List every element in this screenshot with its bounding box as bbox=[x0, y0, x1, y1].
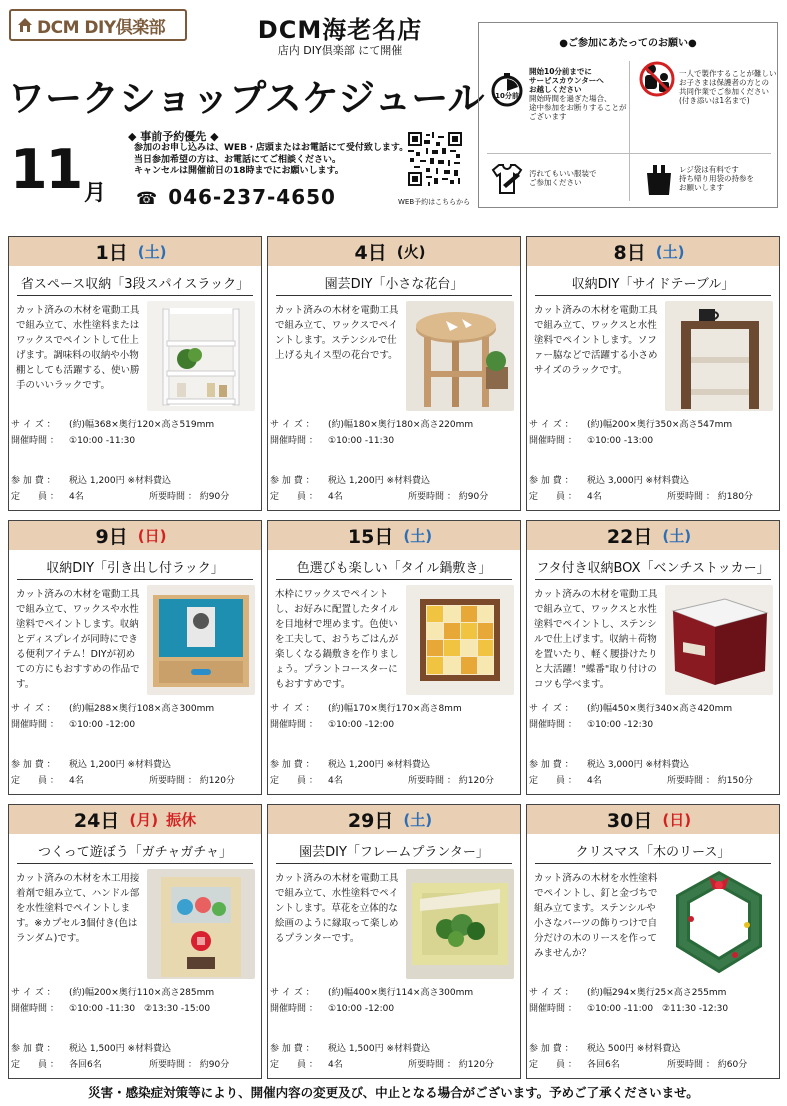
size-label: サ イ ズ ： bbox=[11, 988, 56, 998]
card-duration bbox=[408, 489, 488, 502]
time-label: 開催時間 ： bbox=[11, 436, 59, 446]
gachagacha-photo-drawing bbox=[147, 869, 255, 979]
card-date: 9日 bbox=[95, 526, 128, 548]
card-fee bbox=[270, 757, 430, 770]
capacity-label: 定 員 ： bbox=[11, 492, 59, 502]
card-date-header bbox=[527, 521, 779, 550]
card-time bbox=[11, 717, 135, 730]
card-fee bbox=[529, 1041, 680, 1054]
wreath-photo bbox=[665, 869, 773, 979]
fee-label: 参 加 費 ： bbox=[11, 760, 56, 770]
duration-label: 所要時間 ： bbox=[408, 776, 456, 786]
card-capacity bbox=[11, 489, 230, 502]
card-duration bbox=[149, 489, 229, 502]
card-date: 8日 bbox=[613, 242, 646, 264]
card-capacity bbox=[270, 773, 494, 786]
card-weekday: (火) bbox=[396, 243, 426, 261]
qr-code-icon[interactable] bbox=[408, 132, 462, 186]
capacity-value: 4名 bbox=[328, 492, 343, 502]
fee-label: 参 加 費 ： bbox=[529, 1044, 574, 1054]
card-size bbox=[529, 701, 732, 714]
card-duration bbox=[667, 1057, 747, 1070]
card-duration bbox=[408, 773, 494, 786]
card-title: 収納DIY「サイドテーブル」 bbox=[535, 273, 771, 296]
duration-value: 約90分 bbox=[458, 492, 489, 502]
logo-text: DCM DIY倶楽部 bbox=[37, 17, 166, 38]
card-time bbox=[270, 717, 394, 730]
card-weekday: (日) bbox=[662, 811, 692, 829]
phone-number[interactable] bbox=[136, 185, 336, 209]
notes-title: ●ご参加にあたってのお願い● bbox=[559, 38, 697, 49]
size-label: サ イ ズ ： bbox=[11, 420, 56, 430]
size-value: (約)幅180×奥行180×高さ220mm bbox=[328, 420, 474, 430]
workshop-card[interactable] bbox=[526, 520, 780, 795]
capacity-label: 定 員 ： bbox=[529, 492, 577, 502]
time-label: 開催時間 ： bbox=[270, 1004, 318, 1014]
duration-value: 約60分 bbox=[717, 1060, 748, 1070]
fee-value: 税込 1,200円 ※材料費込 bbox=[328, 760, 431, 770]
card-date-header bbox=[268, 237, 520, 266]
card-size bbox=[11, 985, 214, 998]
duration-label: 所要時間 ： bbox=[408, 1060, 456, 1070]
card-weekday: (土) bbox=[655, 243, 685, 261]
note-bag: レジ袋は有料です 持ち帰り用袋の持参を お願いします bbox=[679, 165, 754, 192]
time-label: 開催時間 ： bbox=[529, 1004, 577, 1014]
card-date: 1日 bbox=[95, 242, 128, 264]
capacity-label: 定 員 ： bbox=[529, 776, 577, 786]
capacity-label: 定 員 ： bbox=[11, 776, 59, 786]
store-name: DCM海老名店 bbox=[257, 16, 423, 44]
duration-label: 所要時間 ： bbox=[149, 492, 197, 502]
fee-value: 税込 1,200円 ※材料費込 bbox=[69, 760, 172, 770]
no-parent-icon bbox=[637, 59, 677, 99]
card-capacity bbox=[529, 773, 753, 786]
card-fee bbox=[270, 473, 430, 486]
duration-label: 所要時間 ： bbox=[667, 1060, 715, 1070]
capacity-value: 各回6名 bbox=[587, 1060, 620, 1070]
notice-line: キャンセルは開催前日の18時までにお願いします。 bbox=[134, 166, 344, 176]
frame-planter-photo bbox=[406, 869, 514, 979]
flower-stand-photo-drawing bbox=[406, 301, 514, 411]
card-time bbox=[529, 1001, 728, 1014]
card-capacity bbox=[270, 489, 489, 502]
capacity-label: 定 員 ： bbox=[270, 492, 318, 502]
size-label: サ イ ズ ： bbox=[270, 988, 315, 998]
note-arrive-early: 開始10分前までに サービスカウンターへ お越しください 開始時間を過ぎた場合、 途中参加をお断りすることが ございます bbox=[529, 67, 627, 121]
card-date: 22日 bbox=[606, 526, 653, 548]
workshop-card[interactable] bbox=[526, 236, 780, 511]
capacity-value: 4名 bbox=[587, 492, 602, 502]
size-label: サ イ ズ ： bbox=[270, 704, 315, 714]
capacity-value: 4名 bbox=[69, 492, 84, 502]
card-holiday: 振休 bbox=[166, 811, 197, 829]
card-fee bbox=[270, 1041, 430, 1054]
phone-icon: ☎ bbox=[136, 189, 159, 209]
timer-icon bbox=[489, 71, 525, 107]
duration-value: 約90分 bbox=[199, 492, 230, 502]
duration-value: 約180分 bbox=[717, 492, 753, 502]
house-icon bbox=[17, 17, 33, 33]
qr-caption: WEB予約はこちらから bbox=[398, 198, 471, 206]
card-size bbox=[270, 417, 473, 430]
phone-text: 046-237-4650 bbox=[168, 185, 336, 209]
card-description: カット済みの木材を水性塗料でペイントし、釘と金づちで組み立てます。ステンシルや小さなパーツの飾りつけで自分だけの木のリースを作ってみませんか？ bbox=[534, 873, 658, 959]
wreath-photo-drawing bbox=[665, 869, 773, 979]
card-duration bbox=[667, 489, 753, 502]
card-fee bbox=[11, 1041, 171, 1054]
card-duration bbox=[149, 1057, 229, 1070]
size-label: サ イ ズ ： bbox=[529, 704, 574, 714]
capacity-label: 定 員 ： bbox=[270, 776, 318, 786]
card-time bbox=[529, 433, 653, 446]
size-value: (約)幅400×奥行114×高さ300mm bbox=[328, 988, 474, 998]
fee-value: 税込 1,200円 ※材料費込 bbox=[328, 476, 431, 486]
notice-text bbox=[134, 143, 408, 178]
time-value: ①10:00 -12:00 bbox=[328, 1004, 395, 1014]
time-value: ①10:00 -12:00 bbox=[69, 720, 136, 730]
fee-label: 参 加 費 ： bbox=[270, 476, 315, 486]
card-size bbox=[529, 417, 732, 430]
fee-value: 税込 1,200円 ※材料費込 bbox=[69, 476, 172, 486]
card-title: 園芸DIY「フレームプランター」 bbox=[276, 841, 512, 864]
time-label: 開催時間 ： bbox=[529, 436, 577, 446]
card-date: 30日 bbox=[606, 810, 653, 832]
frame-planter-photo-drawing bbox=[406, 869, 514, 979]
card-weekday: (土) bbox=[403, 811, 433, 829]
duration-label: 所要時間 ： bbox=[149, 1060, 197, 1070]
card-capacity bbox=[11, 1057, 230, 1070]
card-date: 24日 bbox=[73, 810, 120, 832]
size-label: サ イ ズ ： bbox=[529, 420, 574, 430]
time-value: ①10:00 -13:00 bbox=[587, 436, 654, 446]
workshop-card[interactable] bbox=[267, 520, 521, 795]
card-description: 木枠にワックスでペイントし、お好みに配置したタイルを目地材で埋めます。色使いを工夫して、おうちごはんが楽しくなる鍋敷きを作りましょう。プラントコースターにもおすすめです。 bbox=[275, 589, 399, 690]
card-capacity bbox=[270, 1057, 494, 1070]
tshirt-icon bbox=[489, 161, 525, 197]
card-date-header bbox=[268, 521, 520, 550]
card-capacity bbox=[529, 489, 753, 502]
duration-value: 約120分 bbox=[199, 776, 235, 786]
card-time bbox=[11, 433, 135, 446]
card-date-header bbox=[527, 237, 779, 266]
card-size bbox=[270, 985, 473, 998]
card-date: 29日 bbox=[347, 810, 394, 832]
drawer-rack-photo bbox=[147, 585, 255, 695]
fee-label: 参 加 費 ： bbox=[270, 1044, 315, 1054]
duration-value: 約90分 bbox=[199, 1060, 230, 1070]
size-value: (約)幅294×奥行25×高さ255mm bbox=[587, 988, 727, 998]
page-title: ワークショップスケジュール bbox=[8, 77, 485, 120]
time-label: 開催時間 ： bbox=[270, 720, 318, 730]
bench-stocker-photo-drawing bbox=[665, 585, 773, 695]
month-number: 11 bbox=[10, 138, 82, 201]
card-size bbox=[11, 417, 214, 430]
capacity-value: 4名 bbox=[587, 776, 602, 786]
card-weekday: (土) bbox=[662, 527, 692, 545]
capacity-value: 4名 bbox=[328, 776, 343, 786]
card-fee bbox=[11, 757, 171, 770]
card-description: カット済みの木材を電動工具で組み立て、ワックスと水性塗料でペイントします。ソファー脇などで活躍する小さめサイズのラックです。 bbox=[534, 305, 658, 376]
card-date: 4日 bbox=[354, 242, 387, 264]
card-weekday: (土) bbox=[403, 527, 433, 545]
month-unit: 月 bbox=[84, 181, 107, 206]
card-description: カット済みの木材を電動工具で組み立て、ワックスでペイントします。ステンシルで仕上げる丸イス型の花台です。 bbox=[275, 305, 399, 361]
capacity-label: 定 員 ： bbox=[529, 1060, 577, 1070]
footer-notice: 災害・感染症対策等により、開催内容の変更及び、中止となる場合がございます。予めご了承くださいませ。 bbox=[88, 1085, 699, 1100]
card-time bbox=[270, 433, 394, 446]
fee-value: 税込 1,500円 ※材料費込 bbox=[328, 1044, 431, 1054]
card-description: カット済みの木材を電動工具で組み立て、水性塗料またはワックスでペイントして仕上げます。調味料の収納や小物棚としても活躍する、使い勝手のいいラックです。 bbox=[16, 305, 140, 391]
card-title: つくって遊ぼう「ガチャガチャ」 bbox=[17, 841, 253, 864]
card-fee bbox=[529, 473, 689, 486]
card-date-header bbox=[9, 237, 261, 266]
time-value: ①10:00 -11:30 bbox=[328, 436, 395, 446]
size-value: (約)幅200×奥行110×高さ285mm bbox=[69, 988, 215, 998]
duration-value: 約120分 bbox=[458, 1060, 494, 1070]
card-date: 15日 bbox=[347, 526, 394, 548]
card-fee bbox=[529, 757, 689, 770]
workshop-card[interactable] bbox=[8, 804, 262, 1079]
time-label: 開催時間 ： bbox=[529, 720, 577, 730]
card-fee bbox=[11, 473, 171, 486]
tile-trivet-photo-drawing bbox=[406, 585, 514, 695]
workshop-card[interactable] bbox=[8, 236, 262, 511]
notice-line: 参加のお申し込みは、WEB・店頭またはお電話にて受付致します。 bbox=[134, 143, 409, 153]
card-weekday: (土) bbox=[137, 243, 167, 261]
notice-line: 当日参加希望の方は、お電話にてご相談ください。 bbox=[134, 154, 342, 165]
participation-notes bbox=[478, 22, 778, 208]
side-table-photo bbox=[665, 301, 773, 411]
workshop-card[interactable] bbox=[267, 804, 521, 1079]
card-title: 省スペース収納「3段スパイスラック」 bbox=[17, 273, 253, 296]
fee-value: 税込 500円 ※材料費込 bbox=[587, 1044, 681, 1054]
size-value: (約)幅288×奥行108×高さ300mm bbox=[69, 704, 215, 714]
duration-label: 所要時間 ： bbox=[667, 776, 715, 786]
capacity-label: 定 員 ： bbox=[270, 1060, 318, 1070]
duration-label: 所要時間 ： bbox=[667, 492, 715, 502]
card-capacity bbox=[11, 773, 235, 786]
capacity-value: 4名 bbox=[328, 1060, 343, 1070]
card-description: カット済みの木材を電動工具で組み立て、水性塗料でペイントします。草花を立体的な絵画のように縁取って楽しめるプランターです。 bbox=[275, 873, 399, 944]
card-time bbox=[529, 717, 653, 730]
card-duration bbox=[408, 1057, 494, 1070]
workshop-card[interactable] bbox=[267, 236, 521, 511]
fee-value: 税込 3,000円 ※材料費込 bbox=[587, 760, 690, 770]
card-title: フタ付き収納BOX「ベンチストッカー」 bbox=[535, 557, 771, 580]
card-weekday: (月) bbox=[129, 811, 159, 829]
workshop-card[interactable] bbox=[8, 520, 262, 795]
card-title: 色選びも楽しい「タイル鍋敷き」 bbox=[276, 557, 512, 580]
dcm-logo bbox=[9, 9, 187, 41]
card-time bbox=[270, 1001, 394, 1014]
fee-value: 税込 3,000円 ※材料費込 bbox=[587, 476, 690, 486]
capacity-value: 各回6名 bbox=[69, 1060, 102, 1070]
tile-trivet-photo bbox=[406, 585, 514, 695]
note-child-assist: 一人で製作することが難しい お子さまは保護者の方との 共同作業でご参加ください (付き添いは1名まで) bbox=[679, 69, 777, 105]
card-weekday: (日) bbox=[137, 527, 167, 545]
size-value: (約)幅450×奥行340×高さ420mm bbox=[587, 704, 733, 714]
card-capacity bbox=[529, 1057, 748, 1070]
time-label: 開催時間 ： bbox=[11, 1004, 59, 1014]
card-duration bbox=[149, 773, 235, 786]
spice-rack-photo-drawing bbox=[147, 301, 255, 411]
card-time bbox=[11, 1001, 210, 1014]
time-value: ①10:00 -12:00 bbox=[328, 720, 395, 730]
time-value: ①10:00 -11:00 ②11:30 -12:30 bbox=[587, 1004, 729, 1014]
bench-stocker-photo bbox=[665, 585, 773, 695]
time-value: ①10:00 -12:30 bbox=[587, 720, 654, 730]
card-size bbox=[270, 701, 462, 714]
card-title: 園芸DIY「小さな花台」 bbox=[276, 273, 512, 296]
store-subtitle: 店内 DIY倶楽部 にて開催 bbox=[277, 44, 403, 57]
time-value: ①10:00 -11:30 bbox=[69, 436, 136, 446]
workshop-card[interactable] bbox=[526, 804, 780, 1079]
fee-label: 参 加 費 ： bbox=[529, 476, 574, 486]
card-date-header bbox=[268, 805, 520, 834]
size-label: サ イ ズ ： bbox=[529, 988, 574, 998]
notes-divider bbox=[487, 153, 771, 154]
card-date-header bbox=[527, 805, 779, 834]
duration-label: 所要時間 ： bbox=[408, 492, 456, 502]
card-description: カット済みの木材を木工用接着剤で組み立て、ハンドル部を水性塗料でペイントします。※カプセル3個付き(色はランダム)です。 bbox=[16, 873, 140, 944]
card-size bbox=[529, 985, 726, 998]
card-title: 収納DIY「引き出し付ラック」 bbox=[17, 557, 253, 580]
size-value: (約)幅170×奥行170×高さ8mm bbox=[328, 704, 462, 714]
size-value: (約)幅200×奥行350×高さ547mm bbox=[587, 420, 733, 430]
svg-text:10分前: 10分前 bbox=[495, 92, 519, 100]
card-date-header bbox=[9, 521, 261, 550]
fee-value: 税込 1,500円 ※材料費込 bbox=[69, 1044, 172, 1054]
side-table-photo-drawing bbox=[665, 301, 773, 411]
capacity-value: 4名 bbox=[69, 776, 84, 786]
spice-rack-photo bbox=[147, 301, 255, 411]
size-value: (約)幅368×奥行120×高さ519mm bbox=[69, 420, 215, 430]
size-label: サ イ ズ ： bbox=[270, 420, 315, 430]
duration-value: 約120分 bbox=[458, 776, 494, 786]
drawer-rack-photo-drawing bbox=[147, 585, 255, 695]
time-label: 開催時間 ： bbox=[270, 436, 318, 446]
notes-divider bbox=[629, 61, 630, 201]
fee-label: 参 加 費 ： bbox=[529, 760, 574, 770]
note-clothing: 汚れてもいい服装で ご参加ください bbox=[529, 169, 597, 187]
notice-heading: ◆ 事前予約優先 ◆ bbox=[128, 130, 219, 143]
card-size bbox=[11, 701, 214, 714]
gachagacha-photo bbox=[147, 869, 255, 979]
duration-label: 所要時間 ： bbox=[149, 776, 197, 786]
fee-label: 参 加 費 ： bbox=[11, 1044, 56, 1054]
time-value: ①10:00 -11:30 ②13:30 -15:00 bbox=[69, 1004, 211, 1014]
card-description: カット済みの木材を電動工具で組み立て、ワックスや水性塗料でペイントします。収納とディスプレイが同時にできる便利アイテム！DIYが初めての方にもおすすめの作品です。 bbox=[16, 589, 140, 690]
card-date-header bbox=[9, 805, 261, 834]
bag-icon bbox=[641, 161, 677, 197]
flower-stand-photo bbox=[406, 301, 514, 411]
size-label: サ イ ズ ： bbox=[11, 704, 56, 714]
card-description: カット済みの木材を電動工具で組み立て、ワックスと水性塗料でペイントし、ステンシルで仕上げます。収納＋荷物を置いたり、軽く腰掛けたりと大活躍！"蝶番"取り付けのコツも学べます。 bbox=[534, 589, 658, 690]
fee-label: 参 加 費 ： bbox=[270, 760, 315, 770]
fee-label: 参 加 費 ： bbox=[11, 476, 56, 486]
capacity-label: 定 員 ： bbox=[11, 1060, 59, 1070]
time-label: 開催時間 ： bbox=[11, 720, 59, 730]
card-duration bbox=[667, 773, 753, 786]
duration-value: 約150分 bbox=[717, 776, 753, 786]
card-title: クリスマス「木のリース」 bbox=[535, 841, 771, 864]
